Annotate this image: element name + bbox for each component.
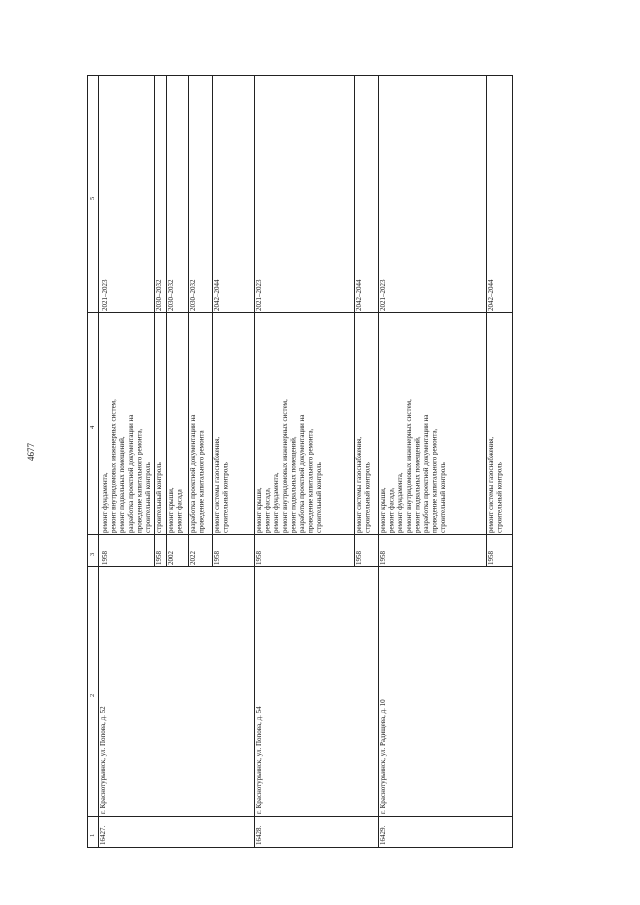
works-list [101, 315, 153, 533]
header-column-number: 5 [89, 196, 96, 200]
work-line: ремонт фасада [175, 489, 184, 533]
work-line: строительный контроль [143, 462, 152, 533]
row-number: 16428. [255, 825, 263, 845]
build-year: 1958 [155, 551, 163, 565]
work-line: разработка проектной документации на [421, 414, 430, 533]
row-number: 16427. [99, 825, 107, 845]
capital-repair-table [87, 75, 513, 848]
work-line: ремонт фасада, [263, 487, 272, 533]
works-list [213, 315, 253, 533]
work-line: ремонт внутридомовых инженерных систем, [280, 399, 289, 533]
work-line: ремонт внутридомовых инженерных систем, [109, 399, 118, 533]
works-list [167, 315, 187, 533]
row-address: г. Краснотурьинск, ул. Попова, д. 54 [255, 706, 263, 814]
work-line: проведение капитального ремонта, [306, 428, 315, 533]
work-line: строительный контроль [363, 462, 372, 533]
work-line: ремонт крыши, [255, 487, 263, 533]
build-year: 1958 [487, 551, 495, 565]
column-divider [88, 312, 512, 313]
works-list [255, 315, 353, 533]
build-year: 2022 [189, 551, 197, 565]
page-number: 4677 [26, 443, 36, 461]
works-list [155, 315, 165, 533]
work-line: ремонт фундамента, [272, 472, 281, 533]
repair-period: 2042–2044 [487, 279, 495, 311]
build-year: 1958 [379, 551, 387, 565]
build-year: 1958 [355, 551, 363, 565]
work-line: ремонт фундамента, [396, 472, 405, 533]
work-line: ремонт внутридомовых инженерных систем, [404, 399, 413, 533]
column-divider [88, 816, 512, 817]
work-line: проведение капитального ремонта [197, 430, 206, 533]
work-line: разработка проектной документации на [189, 414, 197, 533]
work-line: проведение капитального ремонта, [135, 428, 144, 533]
repair-period: 2042–2044 [213, 279, 221, 311]
row-address: г. Краснотурьинск, ул. Радищева, д. 10 [379, 699, 387, 814]
work-line: разработка проектной документации на [297, 414, 306, 533]
works-list [487, 315, 511, 533]
work-line: строительный контроль [155, 462, 163, 533]
repair-period: 2030–2032 [189, 279, 197, 311]
works-list [355, 315, 377, 533]
work-line: ремонт крыши, [379, 487, 387, 533]
row-number: 16429. [379, 825, 387, 845]
work-line: ремонт подвальных помещений, [413, 436, 422, 533]
repair-period: 2021–2023 [101, 279, 109, 311]
work-line: строительный контроль [495, 462, 504, 533]
column-divider [88, 566, 512, 567]
repair-period: 2021–2023 [255, 279, 263, 311]
work-line: ремонт подвальных помещений, [289, 436, 298, 533]
header-column-number: 2 [89, 693, 96, 697]
header-column-number: 3 [89, 552, 96, 556]
work-line: ремонт системы газоснабжения, [487, 436, 495, 533]
repair-period: 2042–2044 [355, 279, 363, 311]
work-line: ремонт системы газоснабжения, [355, 436, 363, 533]
work-line: ремонт крыши, [167, 487, 175, 533]
build-year: 1958 [255, 551, 263, 565]
build-year: 2002 [167, 551, 175, 565]
work-line: ремонт фундамента, [101, 472, 109, 533]
work-line: строительный контроль [439, 462, 448, 533]
row-address: г. Краснотурьинск, ул. Попова, д. 52 [99, 706, 107, 814]
repair-period: 2021–2023 [379, 279, 387, 311]
column-divider [88, 534, 512, 535]
build-year: 1958 [101, 551, 109, 565]
work-line: разработка проектной документации на [126, 414, 135, 533]
header-column-number: 4 [89, 425, 96, 429]
work-line: ремонт подвальных помещений, [118, 436, 127, 533]
build-year: 1958 [213, 551, 221, 565]
work-line: ремонт фасада, [387, 487, 396, 533]
work-line: ремонт системы газоснабжения, [213, 436, 221, 533]
repair-period: 2030–2032 [167, 279, 175, 311]
work-line: проведение капитального ремонта, [430, 428, 439, 533]
header-column-number: 1 [89, 833, 96, 837]
work-line: строительный контроль [315, 462, 324, 533]
works-list [189, 315, 211, 533]
repair-period: 2030–2032 [155, 279, 163, 311]
works-list [379, 315, 485, 533]
work-line: строительный контроль [221, 462, 230, 533]
